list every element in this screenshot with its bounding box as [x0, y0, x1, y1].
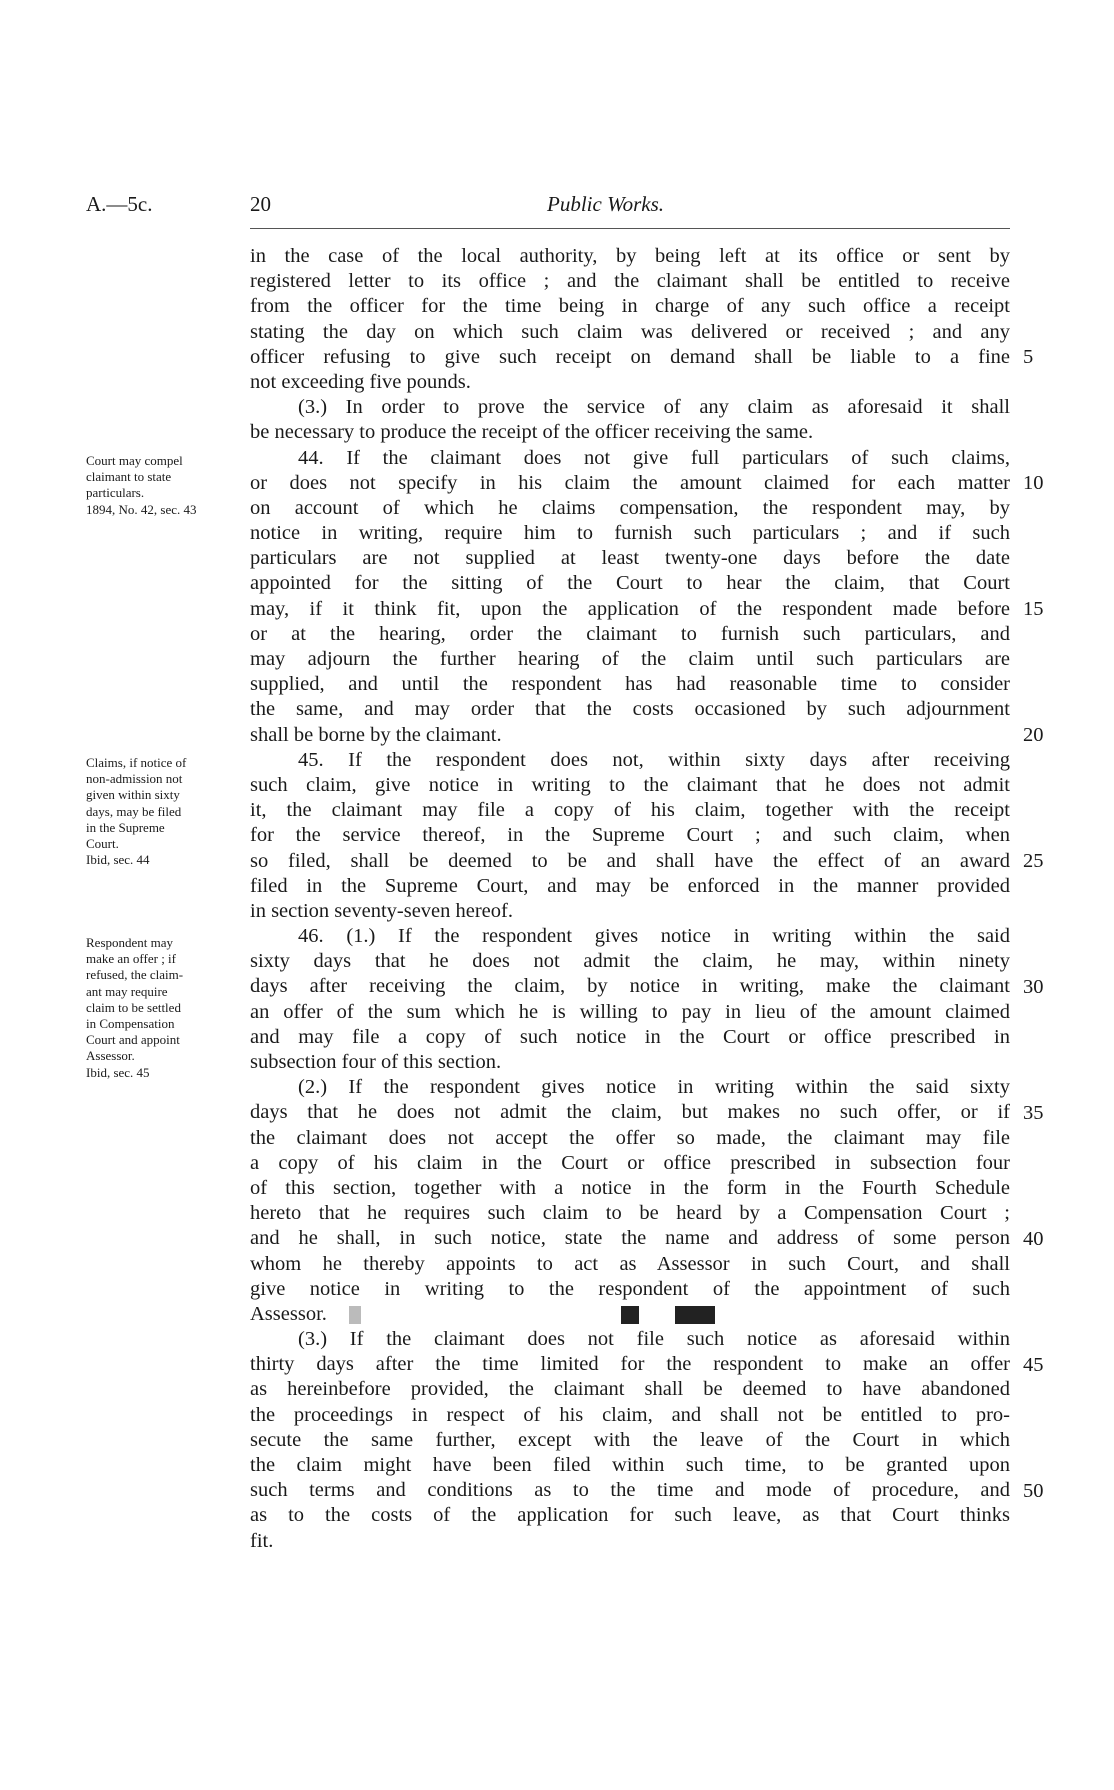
text-line: sixty days that he does not admit the claim, he may, within ninety: [250, 950, 1010, 973]
line-number: 5: [1023, 346, 1034, 368]
margin-note-citation: Ibid, sec. 44: [86, 852, 150, 868]
margin-note-line: in the Supreme: [86, 819, 165, 835]
text-line: for the service thereof, in the Supreme Court ; and such claim, when: [250, 824, 1010, 847]
line-number: 45: [1023, 1354, 1044, 1376]
line-number: 35: [1023, 1102, 1044, 1124]
text-line: as hereinbefore provided, the claimant shall be deemed to have abandoned: [250, 1378, 1010, 1401]
text-line: a copy of his claim in the Court or office prescribed in subsection four: [250, 1151, 1010, 1174]
page-header: [0, 192, 1114, 222]
text-line: secute the same further, except with the leave of the Court in which: [250, 1428, 1010, 1451]
text-line: may adjourn the further hearing of the claim until such particulars are: [250, 648, 1010, 670]
text-line: the claim might have been filed within such time, to be granted upon: [250, 1454, 1010, 1476]
document-reference: A.—5c.: [86, 192, 153, 216]
text-line: filed in the Supreme Court, and may be enforced in the manner provided: [250, 874, 1010, 897]
text-line: or does not specify in his claim the amount claimed for each matter: [250, 471, 1010, 494]
text-line: notice in writing, require him to furnish such particulars ; and if such: [250, 522, 1010, 545]
scan-blot: [675, 1306, 715, 1324]
margin-note-line: given within sixty: [86, 787, 180, 803]
text-line: or at the hearing, order the claimant to furnish such particulars, and: [250, 622, 1010, 645]
text-line: and may file a copy of such notice in the Court or office prescribed in: [250, 1025, 1010, 1048]
line-number: 40: [1023, 1228, 1044, 1250]
text-line: officer refusing to give such receipt on demand shall be liable to a fine: [250, 345, 1010, 368]
text-line: the claimant does not accept the offer so made, the claimant may file: [250, 1126, 1010, 1149]
text-line-segment: Assessor.: [250, 1302, 327, 1325]
text-line: registered letter to its office ; and the claimant shall be entitled to receive: [250, 270, 1010, 293]
margin-note-citation: 1894, No. 42, sec. 43: [86, 501, 197, 517]
margin-note-line: Assessor.: [86, 1048, 135, 1064]
page-number: 20: [250, 192, 271, 216]
margin-note-citation: Ibid, sec. 45: [86, 1064, 150, 1080]
text-line: days after receiving the claim, by notice in writing, make the claimant: [250, 975, 1010, 998]
text-line: appointed for the sitting of the Court to hear the claim, that Court: [250, 572, 1010, 595]
text-line: it, the claimant may file a copy of his claim, together with the receipt: [250, 799, 1010, 822]
margin-note-line: refused, the claim-: [86, 967, 184, 983]
text-line: in the case of the local authority, by being left at its office or sent by: [250, 245, 1010, 267]
line-number: 30: [1023, 976, 1044, 998]
margin-note-line: claimant to state: [86, 469, 172, 485]
margin-note-line: non-admission not: [86, 771, 183, 787]
margin-note-line: Court and appoint: [86, 1032, 180, 1048]
text-line: as to the costs of the application for such leave, as that Court thinks: [250, 1504, 1010, 1527]
text-line: days that he does not admit the claim, but makes no such offer, or if: [250, 1101, 1010, 1124]
text-line: give notice in writing to the respondent of the appointment of such: [250, 1277, 1010, 1300]
text-line: [250, 1302, 1010, 1327]
text-line: shall be borne by the claimant.: [250, 723, 502, 746]
text-line: may, if it think fit, upon the application of the respondent made before: [250, 597, 1010, 620]
margin-note-sec-46: [86, 935, 236, 1081]
margin-note-line: Claims, if notice of: [86, 755, 187, 770]
text-line: stating the day on which such claim was delivered or received ; and any: [250, 320, 1010, 343]
text-line: such claim, give notice in writing to the claimant that he does not admit: [250, 773, 1010, 796]
text-line: of this section, together with a notice in the form in the Fourth Schedule: [250, 1176, 1010, 1199]
header-rule: [250, 228, 1010, 229]
margin-note-line: Court.: [86, 836, 119, 852]
text-line: not exceeding five pounds.: [250, 370, 471, 393]
text-line: an offer of the sum which he is willing to pay in lieu of the amount claimed: [250, 1000, 1010, 1023]
text-line: the same, and may order that the costs occasioned by such adjournment: [250, 698, 1010, 721]
text-line: be necessary to produce the receipt of the officer receiving the same.: [250, 421, 814, 444]
margin-note-sec-45: [86, 755, 236, 868]
text-line: hereto that he requires such claim to be heard by a Compensation Court ;: [250, 1202, 1010, 1225]
margin-note-line: particulars.: [86, 485, 145, 501]
margin-note-line: in Compensation: [86, 1016, 175, 1032]
section-44-start: 44. If the claimant does not give full particulars of such claims,: [298, 446, 1010, 469]
text-line: supplied, and until the respondent has had reasonable time to consider: [250, 673, 1010, 696]
text-line: whom he thereby appoints to act as Assessor in such Court, and shall: [250, 1252, 1010, 1275]
text-line: so filed, shall be deemed to be and shall have the effect of an award: [250, 849, 1010, 872]
text-line: in section seventy-seven hereof.: [250, 899, 513, 922]
text-line: the proceedings in respect of his claim, and shall not be entitled to pro-: [250, 1403, 1010, 1426]
text-line: particulars are not supplied at least twenty-one days before the date: [250, 547, 1010, 570]
scan-blot: [621, 1306, 639, 1324]
text-line: thirty days after the time limited for the respondent to make an offer: [250, 1353, 1010, 1376]
text-line: fit.: [250, 1529, 274, 1552]
text-line: subsection four of this section.: [250, 1051, 502, 1073]
scan-speck: [349, 1306, 361, 1324]
text-line: (3.) If the claimant does not file such notice as aforesaid within: [298, 1328, 1010, 1351]
margin-note-line: make an offer ; if: [86, 951, 176, 967]
line-number: 25: [1023, 850, 1044, 872]
body-text: [250, 244, 1010, 1554]
text-line: (3.) In order to prove the service of any claim as aforesaid it shall: [298, 396, 1010, 419]
line-number: 15: [1023, 598, 1044, 620]
margin-note-line: Court may compel: [86, 453, 183, 468]
margin-note-line: days, may be filed: [86, 803, 182, 819]
text-line: (2.) If the respondent gives notice in writing within the said sixty: [298, 1076, 1010, 1099]
text-line: on account of which he claims compensation, the respondent may, by: [250, 496, 1010, 519]
line-number: 50: [1023, 1480, 1044, 1502]
text-line: from the officer for the time being in charge of any such office a receipt: [250, 295, 1010, 318]
text-line: such terms and conditions as to the time and mode of procedure, and: [250, 1479, 1010, 1502]
margin-note-sec-44: [86, 453, 236, 518]
margin-note-line: claim to be settled: [86, 999, 181, 1015]
text-line: and he shall, in such notice, state the name and address of some person: [250, 1227, 1010, 1250]
margin-note-line: ant may require: [86, 983, 168, 999]
line-number: 10: [1023, 472, 1044, 494]
line-number: 20: [1023, 724, 1044, 746]
section-45-start: 45. If the respondent does not, within sixty days after receiving: [298, 748, 1010, 771]
running-title: Public Works.: [547, 192, 665, 216]
margin-note-line: Respondent may: [86, 935, 174, 950]
section-46-start: 46. (1.) If the respondent gives notice in writing within the said: [298, 925, 1010, 948]
